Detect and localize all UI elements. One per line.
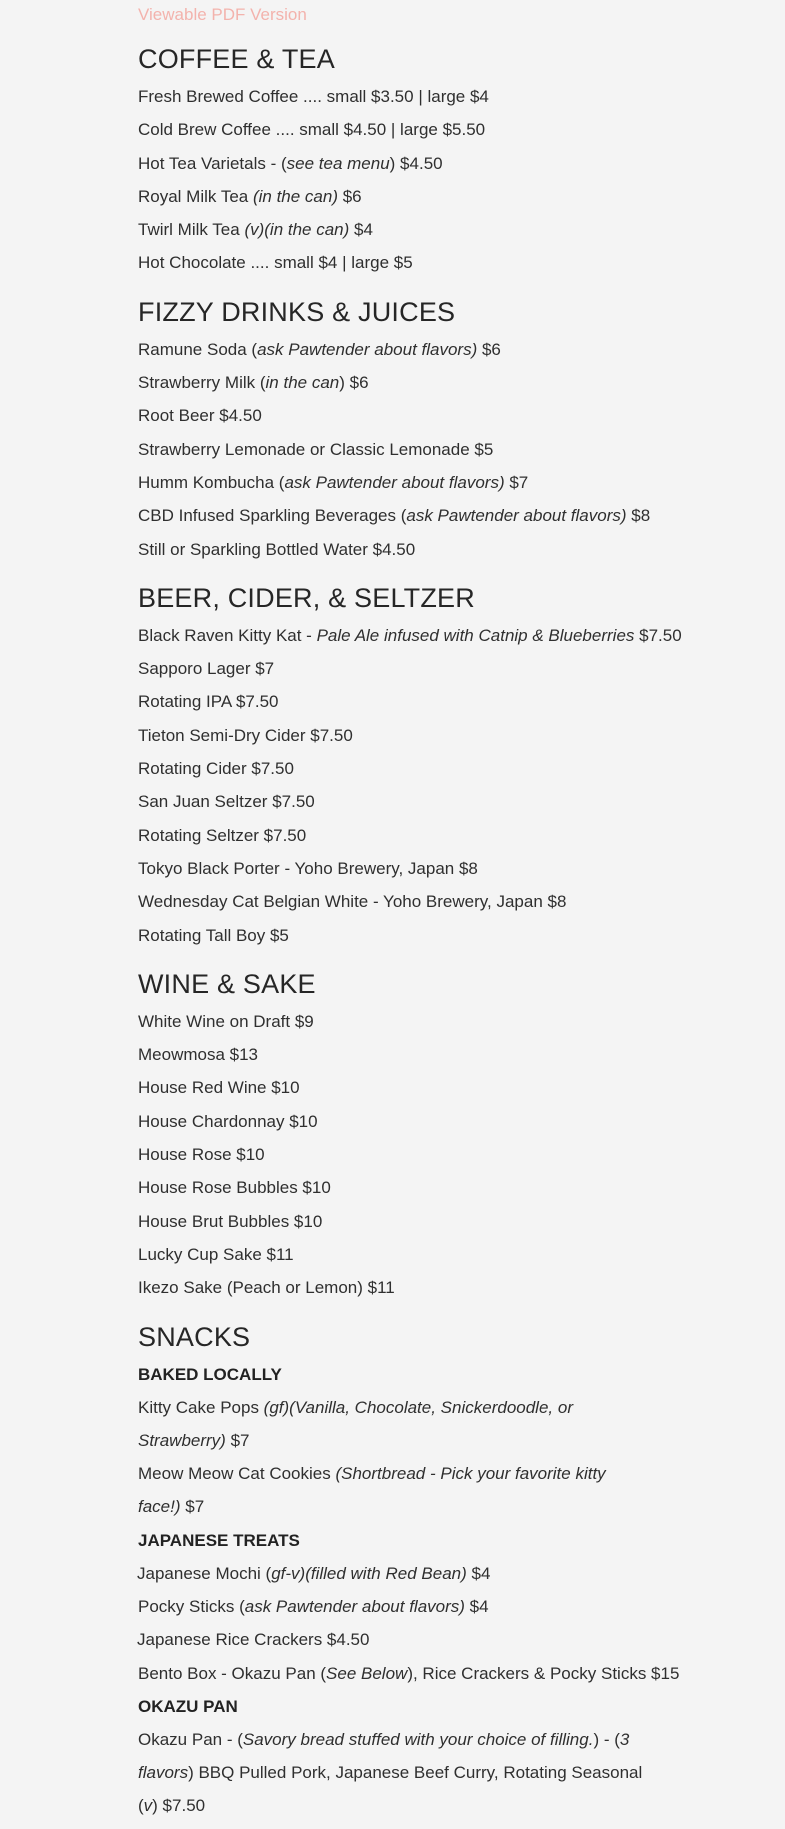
menu-item: Rotating Cider $7.50: [138, 759, 294, 779]
menu-item: Ramune Soda (ask Pawtender about flavors) $6: [138, 339, 501, 359]
menu-item: Still or Sparkling Bottled Water $4.50: [138, 539, 416, 559]
menu-item: San Juan Seltzer $7.50: [138, 792, 315, 812]
subsection-heading-okazu: OKAZU PAN: [138, 1696, 238, 1716]
menu-item: House Rose $10: [138, 1145, 265, 1165]
section-wine-sake: [138, 967, 665, 1305]
menu-item: Rotating Tall Boy $5: [138, 925, 289, 945]
menu-item: House Brut Bubbles $10: [138, 1211, 323, 1231]
menu-item: Rotating IPA $7.50: [138, 692, 279, 712]
section-title: BEER, CIDER, & SELTZER: [138, 582, 475, 613]
subsection-heading-japanese: JAPANESE TREATS: [138, 1530, 300, 1550]
menu-item: Strawberry Milk (in the can) $6: [138, 373, 369, 393]
section-coffee-tea: [138, 42, 665, 280]
menu-item: Meow Meow Cat Cookies (Shortbread - Pick your favorite kitty face!) $7: [138, 1464, 606, 1517]
menu-item: CBD Infused Sparkling Beverages (ask Pawtender about flavors) $8: [138, 506, 651, 526]
section-snacks: [137, 1320, 680, 1823]
section-beer-cider-seltzer: [138, 581, 682, 952]
menu-item: Tokyo Black Porter - Yoho Brewery, Japan $8: [138, 858, 478, 878]
menu-item: White Wine on Draft $9: [138, 1011, 314, 1031]
menu-item: Cold Brew Coffee .... small $4.50 | large $5.50: [138, 120, 486, 140]
menu-item: Rotating Seltzer $7.50: [138, 825, 307, 845]
section-title: SNACKS: [138, 1321, 251, 1352]
viewable-pdf-link[interactable]: Viewable PDF Version: [138, 5, 307, 24]
menu-item: Lucky Cup Sake $11: [138, 1244, 294, 1264]
menu-item: Okazu Pan - (Savory bread stuffed with your choice of filling.) - (3 flavors) BBQ Pulled Pork, Japanese Beef Curry, Rotating Seasonal (v) $7.50: [138, 1729, 643, 1816]
menu-item: House Chardonnay $10: [138, 1111, 318, 1131]
menu-item: Humm Kombucha (ask Pawtender about flavors) $7: [138, 472, 529, 492]
menu-item: Hot Chocolate .... small $4 | large $5: [138, 253, 413, 273]
menu-item: Meowmosa $13: [138, 1045, 259, 1065]
menu-item: Japanese Rice Crackers $4.50: [137, 1630, 370, 1650]
menu-item: Strawberry Lemonade or Classic Lemonade $5: [138, 439, 494, 459]
section-title: COFFEE & TEA: [138, 44, 335, 74]
menu-item: Pocky Sticks (ask Pawtender about flavors) $4: [138, 1596, 489, 1616]
menu-item: Hot Tea Varietals - (see tea menu) $4.50: [138, 153, 443, 173]
menu-item: Bento Box - Okazu Pan (See Below), Rice Crackers & Pocky Sticks $15: [138, 1663, 680, 1683]
section-title: WINE & SAKE: [138, 968, 316, 999]
menu-item: Royal Milk Tea (in the can) $6: [138, 186, 362, 206]
section-fizzy-drinks: [138, 295, 665, 566]
menu-item: Tieton Semi-Dry Cider $7.50: [138, 725, 353, 745]
menu-item: Black Raven Kitty Kat - Pale Ale infused with Catnip & Blueberries $7.50: [138, 625, 682, 645]
menu-item: Fresh Brewed Coffee .... small $3.50 | large $4: [138, 87, 489, 106]
menu-item: Ikezo Sake (Peach or Lemon) $11: [138, 1278, 395, 1298]
menu-item: Root Beer $4.50: [138, 406, 262, 426]
menu-item: House Rose Bubbles $10: [138, 1178, 331, 1198]
menu-item: Japanese Mochi (gf-v)(filled with Red Bean) $4: [137, 1563, 491, 1583]
subsection-heading-baked: BAKED LOCALLY: [138, 1364, 282, 1384]
menu-item: Twirl Milk Tea (v)(in the can) $4: [138, 220, 373, 240]
section-title: FIZZY DRINKS & JUICES: [138, 296, 456, 327]
menu-item: Kitty Cake Pops (gf)(Vanilla, Chocolate, Snickerdoodle, or Strawberry) $7: [138, 1397, 573, 1450]
menu-item: Sapporo Lager $7: [138, 659, 275, 679]
menu-item: House Red Wine $10: [138, 1078, 300, 1098]
menu-item: Wednesday Cat Belgian White - Yoho Brewery, Japan $8: [138, 892, 567, 912]
